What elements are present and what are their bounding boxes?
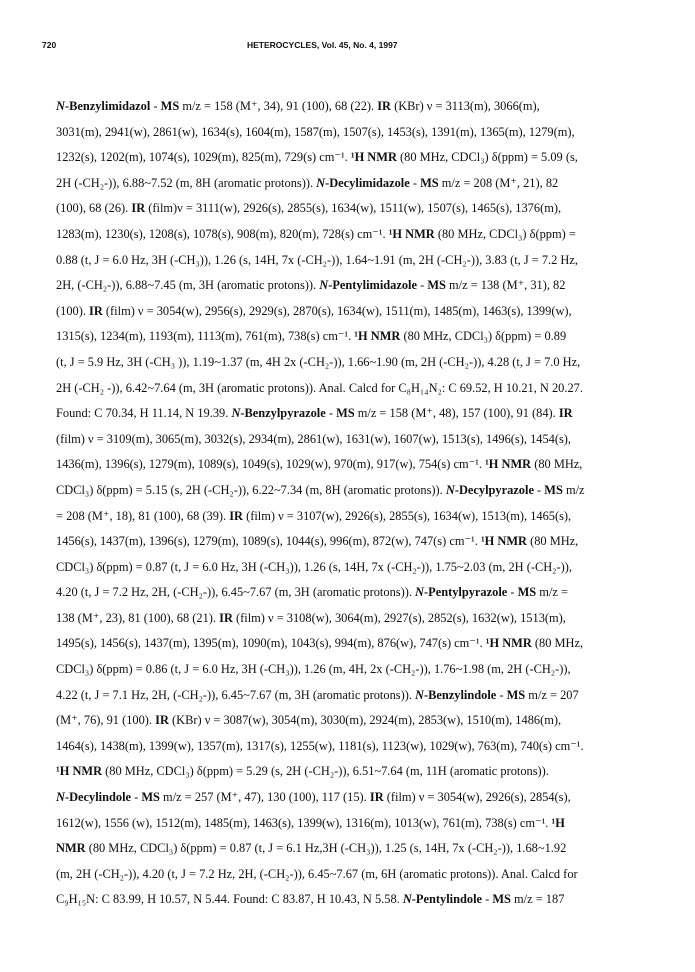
running-head: HETEROCYCLES, Vol. 45, No. 4, 1997 bbox=[247, 40, 398, 50]
text-line: (M⁺, 76), 91 (100). IR (KBr) ν = 3087(w), 3054(m), 3030(m), 2924(m), 2853(w), 1510(m), 1486(m), bbox=[56, 713, 562, 728]
text-line: 2H, (-CH₂-)), 6.88~7.45 (m, 3H (aromatic protons)). N-Pentylimidazole - MS m/z = 138 (M⁺, 31), 82 bbox=[56, 278, 566, 293]
text-line: 138 (M⁺, 23), 81 (100), 68 (21). IR (film) ν = 3108(w), 3064(m), 2927(s), 2852(s), 1632(w), 1513(m), bbox=[56, 610, 566, 625]
page-header bbox=[42, 40, 662, 54]
text-line: 1456(s), 1437(m), 1396(s), 1279(m), 1089(s), 1044(s), 996(m), 872(w), 747(s) cm⁻¹. ¹H NMR (80 MHz, bbox=[56, 534, 579, 549]
text-line: CDCl₃) δ(ppm) = 5.15 (s, 2H (-CH₂-)), 6.22~7.34 (m, 8H (aromatic protons)). N-Decylpyrazole - MS m/z bbox=[56, 482, 585, 497]
text-line: 1612(w), 1556 (w), 1512(m), 1485(m), 1463(s), 1399(w), 1316(m), 1013(w), 761(m), 738(s) cm⁻¹. ¹H bbox=[56, 815, 565, 830]
text-line: 4.20 (t, J = 7.2 Hz, 2H, (-CH₂-)), 6.45~7.67 (m, 3H (aromatic protons)). N-Pentylpyrazole - MS m/z = bbox=[56, 585, 568, 600]
text-line: 3031(m), 2941(w), 2861(w), 1634(s), 1604(m), 1587(m), 1507(s), 1453(s), 1391(m), 1365(m), 1279(m), bbox=[56, 124, 575, 139]
text-line: N-Decylindole - MS m/z = 257 (M⁺, 47), 130 (100), 117 (15). IR (film) ν = 3054(w), 2926(s), 2854(s), bbox=[56, 790, 571, 805]
text-line: 1315(s), 1234(m), 1193(m), 1113(m), 761(m), 738(s) cm⁻¹. ¹H NMR (80 MHz, CDCl₃) δ(ppm) = 0.89 bbox=[56, 329, 567, 344]
text-line: C₉H₁₅N: C 83.99, H 10.57, N 5.44. Found: C 83.87, H 10.43, N 5.58. N-Pentylindole - MS m/z = 187 bbox=[56, 892, 565, 907]
text-line: 1436(m), 1396(s), 1279(m), 1089(s), 1049(s), 1029(w), 970(m), 917(w), 754(s) cm⁻¹. ¹H NMR (80 MHz, bbox=[56, 457, 583, 472]
experimental-data-paragraph bbox=[56, 94, 638, 913]
text-line: (100). IR (film) ν = 3054(w), 2956(s), 2929(s), 2870(s), 1634(w), 1511(m), 1485(m), 1463(s), 1399(w), bbox=[56, 303, 572, 318]
text-line: (film) ν = 3109(m), 3065(m), 3032(s), 2934(m), 2861(w), 1631(w), 1607(w), 1513(s), 1496(s), 1454(s), bbox=[56, 431, 572, 446]
text-line: (m, 2H (-CH₂-)), 4.20 (t, J = 7.2 Hz, 2H, (-CH₂-)), 6.45~7.67 (m, 6H (aromatic protons)). Anal. Calcd for bbox=[56, 866, 578, 881]
text-line: 4.22 (t, J = 7.1 Hz, 2H, (-CH₂-)), 6.45~7.67 (m, 3H (aromatic protons)). N-Benzylindole - MS m/z = 207 bbox=[56, 687, 579, 702]
text-line: (100), 68 (26). IR (film)ν = 3111(w), 2926(s), 2855(s), 1634(w), 1511(w), 1507(s), 1465(s), 1376(m), bbox=[56, 201, 562, 216]
text-line: 2H (-CH₂ -)), 6.42~7.64 (m, 3H (aromatic protons)). Anal. Calcd for C₈H₁₄N₂: C 69.52, H 10.21, N 20.27. bbox=[56, 380, 583, 395]
text-line: 1464(s), 1438(m), 1399(w), 1357(m), 1317(s), 1255(w), 1181(s), 1123(w), 1029(w), 763(m), 740(s) cm⁻¹. bbox=[56, 738, 584, 753]
page-number: 720 bbox=[42, 40, 57, 50]
text-line: ¹H NMR (80 MHz, CDCl₃) δ(ppm) = 5.29 (s, 2H (-CH₂-)), 6.51~7.64 (m, 11H (aromatic protons)). bbox=[56, 764, 549, 779]
text-line: = 208 (M⁺, 18), 81 (100), 68 (39). IR (film) ν = 3107(w), 2926(s), 2855(s), 1634(w), 1513(m), 1465(s), bbox=[56, 508, 572, 523]
text-line: 0.88 (t, J = 6.0 Hz, 3H (-CH₃)), 1.26 (s, 14H, 7x (-CH₂-)), 1.64~1.91 (m, 2H (-CH₂-)), 3.83 (t, J = 7.2 Hz, bbox=[56, 252, 578, 267]
text-line: 1232(s), 1202(m), 1074(s), 1029(m), 825(m), 729(s) cm⁻¹. ¹H NMR (80 MHz, CDCl₃) δ(ppm) = 5.09 (s, bbox=[56, 150, 578, 165]
text-line: 2H (-CH₂-)), 6.88~7.52 (m, 8H (aromatic protons)). N-Decylimidazole - MS m/z = 208 (M⁺, 21), 82 bbox=[56, 175, 559, 190]
text-line: N-Benzylimidazol - MS m/z = 158 (M⁺, 34), 91 (100), 68 (22). IR (KBr) ν = 3113(m), 3066(m), bbox=[56, 99, 540, 113]
text-line: 1495(s), 1456(s), 1437(m), 1395(m), 1090(m), 1043(s), 994(m), 876(w), 747(s) cm⁻¹. ¹H NMR (80 MHz, bbox=[56, 636, 584, 651]
text-line: (t, J = 5.9 Hz, 3H (-CH₃ )), 1.19~1.37 (m, 4H 2x (-CH₂-)), 1.66~1.90 (m, 2H (-CH₂-)), 4.28 (t, J = 7.0 Hz, bbox=[56, 354, 581, 369]
text-line: CDCl₃) δ(ppm) = 0.87 (t, J = 6.0 Hz, 3H (-CH₃)), 1.26 (s, 14H, 7x (-CH₂-)), 1.75~2.03 (m, 2H (-CH₂-)), bbox=[56, 559, 572, 574]
text-line: CDCl₃) δ(ppm) = 0.86 (t, J = 6.0 Hz, 3H (-CH₃)), 1.26 (m, 4H, 2x (-CH₂-)), 1.76~1.98 (m, 2H (-CH₂-)), bbox=[56, 662, 571, 677]
text-line: NMR (80 MHz, CDCl₃) δ(ppm) = 0.87 (t, J = 6.1 Hz,3H (-CH₃)), 1.25 (s, 14H, 7x (-CH₂-)), 1.68~1.92 bbox=[56, 841, 567, 856]
text-line: Found: C 70.34, H 11.14, N 19.39. N-Benzylpyrazole - MS m/z = 158 (M⁺, 48), 157 (100), 91 (84). IR bbox=[56, 406, 573, 421]
text-line: 1283(m), 1230(s), 1208(s), 1078(s), 908(m), 820(m), 728(s) cm⁻¹. ¹H NMR (80 MHz, CDCl₃) δ(ppm) = bbox=[56, 226, 576, 241]
